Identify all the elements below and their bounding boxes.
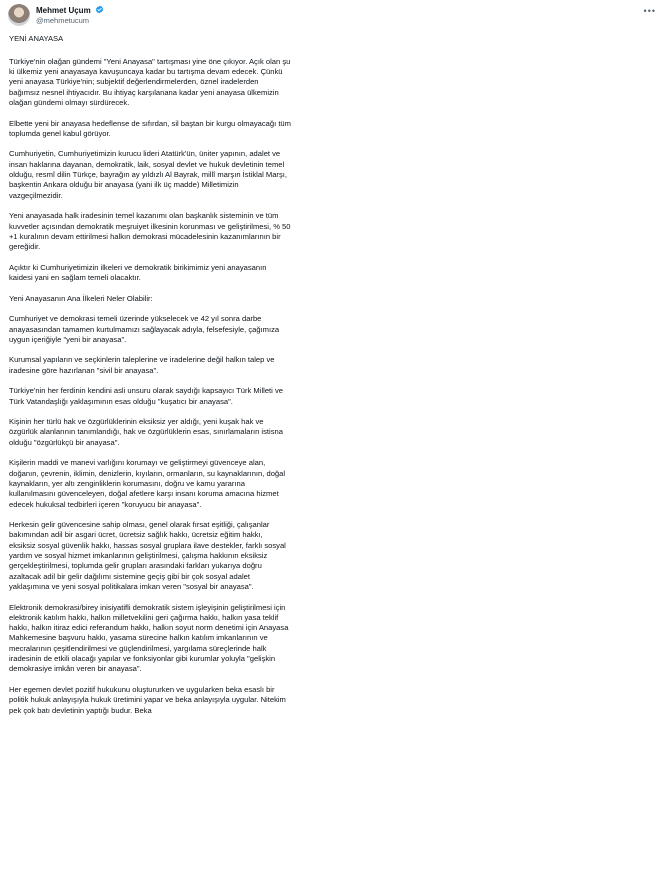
post-title: YENİ ANAYASA <box>9 34 64 43</box>
tweet-text <box>9 34 291 726</box>
paragraph: Türkiye'nin her ferdinin kendini asli unsuru olarak saydığı kapsayıcı Türk Milleti ve Türk Vatandaşlığı yaklaşımının esas olduğu "kuşatıcı bir anayasa". <box>9 386 283 406</box>
paragraph: Yeni anayasada halk iradesinin temel kazanımı olan başkanlık sisteminin ve tüm kuvvetler açısından demokratik meşruiyet ilkesinin korunması ve geliştirilmesi, % 50 +1 kuralının devam ettirilmesi halkın demokrasi mücadelesinin kazanımlarının bir gereğidir. <box>9 211 291 252</box>
more-horizontal-icon[interactable]: ••• <box>643 6 656 16</box>
paragraph: Elektronik demokrasi/birey inisiyatifli demokratik sistem işleyişinin geliştirilmesi için elektronik katılım hakkı, halkın milletvekilini geri çağırma hakkı, halkın yasa teklif hakkı, halkın itiraz edici referandum hakkı, halkın soyut norm denetimi için Anayasa Mahkemesine başvuru hakkı, yasama sürecine halkın katılım imkanlarının ve mecralarının çeşitlendirilmesi ve güçlendirilmesi, yargılama süreçlerinde halk iradesinin de etkili olacağı yapılar ve fonksiyonlar gibi kurumlar yoluyla "gelişkin demokrasiye imkân veren bir anayasa". <box>9 602 289 674</box>
paragraph: Elbette yeni bir anayasa hedeflense de sıfırdan, sil baştan bir kurgu olmayacağı tüm toplumda genel kabul görüyor. <box>9 118 291 138</box>
paragraph: Kurumsal yapıların ve seçkinlerin taleplerine ve iradelerine değil halkın talep ve iradesine göre hazırlanan "sivil bir anayasa". <box>9 355 275 375</box>
paragraph: Herkesin gelir güvencesine sahip olması, genel olarak fırsat eşitliği, çalışanlar bakımından adil bir asgari ücret, ücretsiz sağlık hakkı, ücretsiz eğitim hakkı, eksiksiz sosyal güvenlik hakkı, hassas sosyal gruplara ilave destekler, farklı sosyal yardım ve sosyal hizmet imkanlarının geliştirilmesi, çalışma hakkının eksiksiz gerçekleştirilmesi, toplumda gelir grupları arasındaki farkları yukarıya doğru azaltacak adil bir gelir dağılımı sistemine geçiş gibi bir çok sosyal adalet yaklaşımına ve yeni sosyal politikalara imkan veren "sosyal bir anayasa". <box>9 520 286 591</box>
verified-badge-icon <box>95 5 104 14</box>
avatar[interactable] <box>8 4 30 26</box>
paragraph: Her egemen devlet pozitif hukukunu oluştururken ve uygularken beka esaslı bir politik hukuk anlayışıyla hukuk üretimini yapar ve beka anlayışıyla uygular. Nitekim pek çok batı devletinin yaptığı budur. Beka <box>9 684 286 715</box>
author-handle[interactable]: @mehmetucum <box>36 16 90 25</box>
paragraph: Cumhuriyet ve demokrasi temeli üzerinde yükselecek ve 42 yıl sonra darbe anayasasından tamamen kurtulmamızı sağlayacak adıyla, felsefesiyle, çağımıza uygun içeriğiyle "yeni bir anayasa". <box>9 314 280 344</box>
paragraph: Kişinin her türlü hak ve özgürlüklerinin eksiksiz yer aldığı, yeni kuşak hak ve özgürlük alanlarının tanımlandığı, hak ve özgürlüklerin esas, sınırlamaların istisna olduğu "özgürlükçü bir anayasa". <box>9 417 283 447</box>
paragraph: Türkiye'nin olağan gündemi "Yeni Anayasa" tartışması yine öne çıkıyor. Açık olan şu ki ülkemiz yeni anayasaya kavuşuncaya kadar bu tartışma devam edecek. Çünkü yeni anayasa Türkiye'nin; subjektif değerlendirmelerden, öznel iradelerden bağımsız nesnel ihtiyacıdır. Bu ihtiyaç karşılanana kadar yeni anayasa ülkemizin olağan gündemi olmayı sürdürecek. <box>9 56 291 107</box>
paragraph: Cumhuriyetin, Cumhuriyetimizin kurucu lideri Atatürk'ün, üniter yapının, adalet ve insan haklarına dayanan, demokratik, laik, sosyal devlet ve hukuk devletinin temel olduğu, resmî dilin Türkçe, bayrağın ay yıldızlı Al Bayrak, millî marşın İstiklal Marşı, başkentin Ankara olduğu bir anayasa (yani ilk üç madde) Milletimizin vazgeçilmezidir. <box>9 149 287 200</box>
author-name-row[interactable] <box>36 5 104 16</box>
section-heading: Yeni Anayasanın Ana İlkeleri Neler Olabilir: <box>9 293 153 303</box>
author-name[interactable]: Mehmet Uçum <box>36 6 91 15</box>
paragraph: Kişilerin maddi ve manevi varlığını korumayı ve geliştirmeyi güvenceye alan, doğanın, çevrenin, iklimin, denizlerin, kıyıların, ormanların, su kaynaklarının, doğal kaynakların, yer altı zenginliklerin korumasını, doğru ve kamu yararına kullanılmasını güvenceleyen, doğal afetlere karşı insanı koruma amacına hizmet edecek hukuksal tedbirleri içeren "koruyucu bir anayasa". <box>9 458 286 509</box>
paragraph: Açıktır ki Cumhuriyetimizin ilkeleri ve demokratik birikimimiz yeni anayasanın kaidesi yani en sağlam temeli olacaktır. <box>9 262 267 283</box>
tweet-header <box>8 4 658 28</box>
